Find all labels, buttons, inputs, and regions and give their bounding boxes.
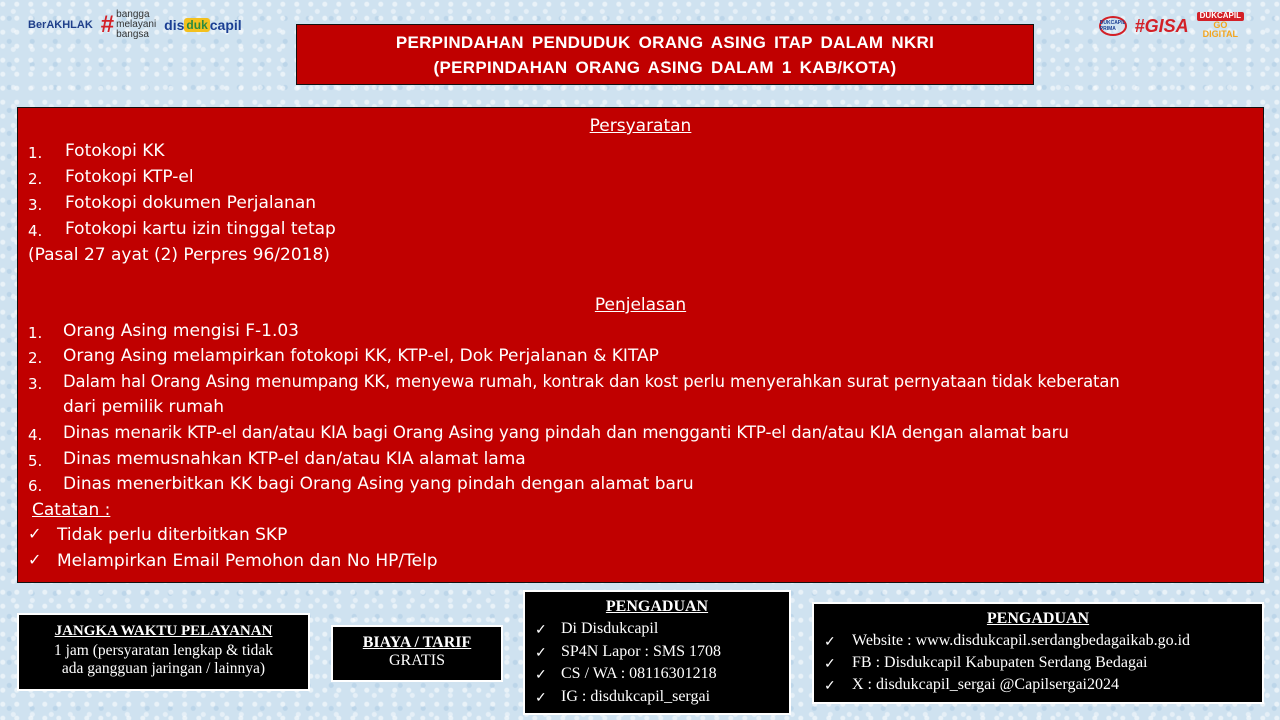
- biaya-value: GRATIS: [388, 652, 445, 669]
- catatan-item: Melampirkan Email Pemohon dan No HP/Telp: [57, 551, 438, 571]
- penjelasan-item: Dinas menarik KTP-el dan/atau KIA bagi Orang Asing yang pindah dan mengganti KTP-el dan/atau KIA dengan alamat baru: [63, 423, 1069, 442]
- persyaratan-num: 2.: [28, 170, 43, 188]
- pengaduan-1-heading: PENGADUAN: [605, 598, 709, 615]
- jangka-waktu-line-1: 1 jam (persyaratan lengkap & tidak: [53, 642, 274, 659]
- check-icon: ✓: [28, 524, 42, 543]
- biaya-box: [331, 625, 503, 682]
- persyaratan-item: Fotokopi KTP-el: [65, 167, 194, 187]
- jangka-waktu-line-2: ada gangguan jaringan / lainnya): [61, 660, 266, 677]
- pengaduan-1-item: IG : disdukcapil_sergai: [561, 688, 711, 705]
- penjelasan-num: 4.: [28, 426, 43, 444]
- title-line-2: (PERPINDAHAN ORANG ASING DALAM 1 KAB/KOTA): [433, 57, 897, 77]
- penjelasan-item: Orang Asing mengisi F-1.03: [63, 321, 299, 341]
- dukcapil-go-digital-logo: [1197, 12, 1244, 39]
- pengaduan-box-2: [812, 602, 1264, 704]
- penjelasan-num: 3.: [28, 375, 43, 393]
- check-icon: ✓: [535, 691, 547, 706]
- title-box: [296, 24, 1034, 85]
- bangga-text-1: bangga: [116, 9, 150, 20]
- biaya-heading: BIAYA / TARIF: [362, 634, 472, 651]
- penjelasan-num: 2.: [28, 349, 43, 367]
- header-logos-left: [28, 8, 242, 42]
- jangka-waktu-heading: JANGKA WAKTU PELAYANAN: [54, 623, 273, 639]
- persyaratan-note: (Pasal 27 ayat (2) Perpres 96/2018): [28, 245, 330, 265]
- header-logos-right: [1099, 10, 1244, 42]
- check-icon: ✓: [535, 623, 547, 638]
- check-icon: ✓: [535, 668, 547, 683]
- facebook-link[interactable]: FB : Disdukcapil Kabupaten Serdang Bedagai: [852, 654, 1148, 671]
- bangga-text-3: bangsa: [116, 29, 149, 40]
- persyaratan-num: 4.: [28, 222, 43, 240]
- catatan-item: Tidak perlu diterbitkan SKP: [57, 525, 288, 545]
- penjelasan-item: Dinas memusnahkan KTP-el dan/atau KIA alamat lama: [63, 449, 526, 469]
- persyaratan-num: 1.: [28, 144, 43, 162]
- dis-text-2: duk: [186, 18, 208, 32]
- persyaratan-num: 3.: [28, 196, 43, 214]
- penjelasan-heading: Penjelasan: [594, 295, 687, 315]
- catatan-heading: Catatan :: [32, 500, 111, 520]
- pengaduan-box-1: [523, 590, 791, 715]
- disdukcapil-logo: [164, 17, 241, 33]
- check-icon: ✓: [535, 646, 547, 661]
- dukcapil-prima-logo: DUKCAPIL PRIMA: [1099, 16, 1127, 36]
- dis-text-1: dis: [164, 17, 185, 33]
- x-account-link[interactable]: X : disdukcapil_sergai @Capilsergai2024: [852, 676, 1119, 693]
- persyaratan-heading: Persyaratan: [589, 116, 692, 136]
- title-line-1: PERPINDAHAN PENDUDUK ORANG ASING ITAP DALAM NKRI: [395, 32, 935, 52]
- bangga-hash: #: [100, 11, 115, 38]
- penjelasan-num: 1.: [28, 324, 43, 342]
- go-text-2: GO: [1213, 19, 1228, 30]
- pengaduan-1-item: SP4N Lapor : SMS 1708: [561, 643, 722, 660]
- penjelasan-item: Dalam hal Orang Asing menumpang KK, menyewa rumah, kontrak dan kost perlu menyerahkan surat pernyataan tidak keberatan: [63, 372, 1120, 391]
- penjelasan-item: Orang Asing melampirkan fotokopi KK, KTP-el, Dok Perjalanan & KITAP: [63, 346, 659, 366]
- website-link[interactable]: Website : www.disdukcapil.serdangbedagaikab.go.id: [852, 632, 1191, 649]
- penjelasan-item-continued: dari pemilik rumah: [63, 397, 225, 417]
- bangga-melayani-logo: [101, 10, 156, 40]
- check-icon: ✓: [824, 679, 836, 694]
- persyaratan-item: Fotokopi KK: [65, 141, 165, 161]
- check-icon: ✓: [824, 635, 836, 650]
- dis-text-3: capil: [209, 17, 242, 33]
- go-text-3: DIGITAL: [1202, 29, 1238, 40]
- pengaduan-2-heading: PENGADUAN: [986, 610, 1090, 627]
- penjelasan-num: 5.: [28, 452, 43, 470]
- bangga-text-2: melayani: [116, 19, 157, 30]
- penjelasan-num: 6.: [28, 477, 43, 495]
- penjelasan-item: Dinas menerbitkan KK bagi Orang Asing yang pindah dengan alamat baru: [63, 474, 694, 494]
- gisa-logo: #GISA: [1134, 16, 1189, 36]
- pengaduan-1-item: CS / WA : 08116301218: [561, 665, 717, 682]
- go-text-1: DUKCAPIL: [1197, 12, 1244, 20]
- jangka-waktu-box: [17, 613, 310, 691]
- info-panel: [17, 107, 1264, 583]
- check-icon: ✓: [28, 550, 42, 569]
- persyaratan-item: Fotokopi kartu izin tinggal tetap: [65, 219, 336, 239]
- check-icon: ✓: [824, 657, 836, 672]
- pengaduan-1-item: Di Disdukcapil: [561, 620, 659, 637]
- persyaratan-item: Fotokopi dokumen Perjalanan: [65, 193, 317, 213]
- berakhlak-logo: BerAKHLAK: [28, 19, 93, 31]
